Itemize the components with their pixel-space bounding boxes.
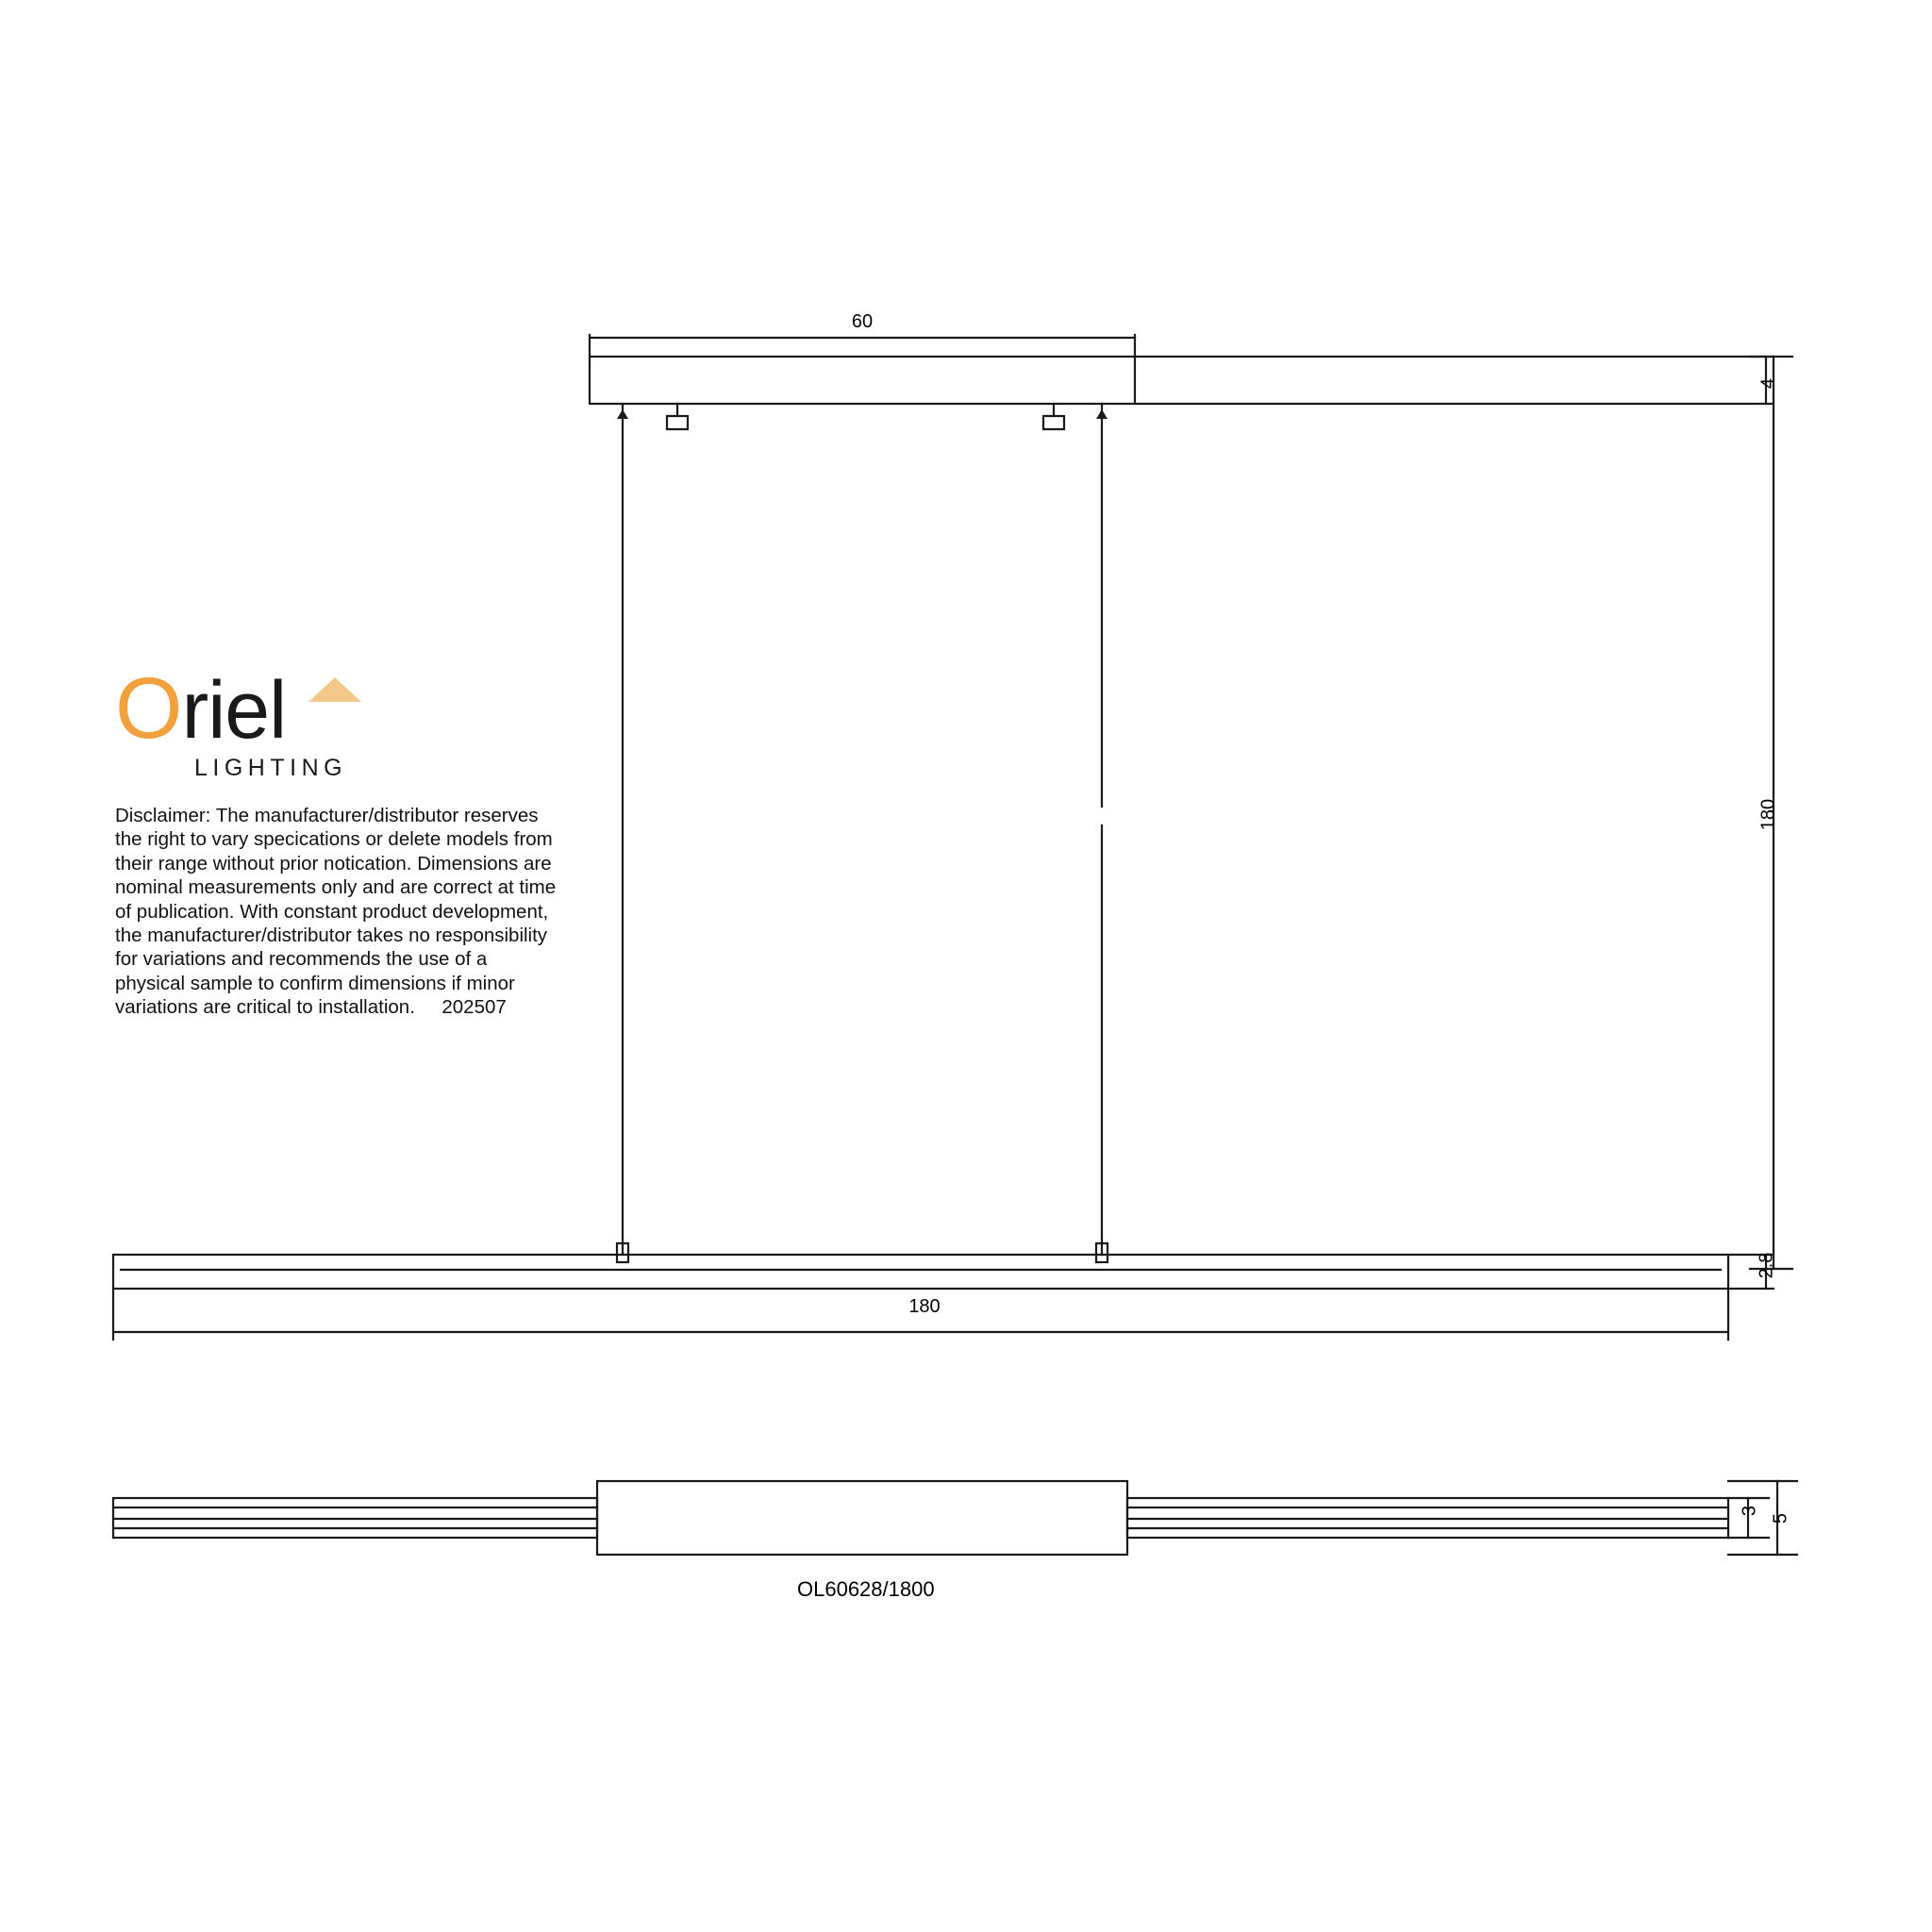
dim-plan-bar-depth: 3	[1739, 1505, 1760, 1517]
disclaimer-body: Disclaimer: The manufacturer/distributor reserves the right to vary specications or delete models from their range without prior notication. Dimensions are nominal measurements only and are correct at time of publication. With constant product development, the manufacturer/distributor takes no responsibility for variations and recommends the use of a physical sample to confirm dimensions if minor variations are critical to installation.	[115, 805, 561, 1019]
dim-canopy-height: 4	[1757, 377, 1779, 390]
pendant-bar-front	[113, 1255, 1728, 1289]
plan-driver-housing	[597, 1481, 1127, 1555]
dim-bar-length: 180	[908, 1296, 941, 1317]
dim-plan-housing-depth: 5	[1770, 1512, 1791, 1524]
dim-suspension-drop: 180	[1757, 798, 1779, 831]
part-code-label: OL60628/1800	[797, 1577, 935, 1601]
brand-logo	[115, 660, 360, 781]
dim-bar-height: 2.8	[1756, 1252, 1777, 1279]
disclaimer-text	[115, 804, 561, 1020]
canopy-body	[590, 357, 1135, 404]
brand-name-rest: riel	[181, 665, 287, 756]
dim-canopy-width: 60	[851, 311, 874, 332]
brand-wordmark	[115, 660, 287, 757]
brand-subtitle: LIGHTING	[194, 755, 348, 781]
lamp-shade-icon	[308, 677, 361, 702]
disclaimer-revision: 202507	[441, 996, 507, 1019]
brand-initial: O	[115, 660, 182, 757]
